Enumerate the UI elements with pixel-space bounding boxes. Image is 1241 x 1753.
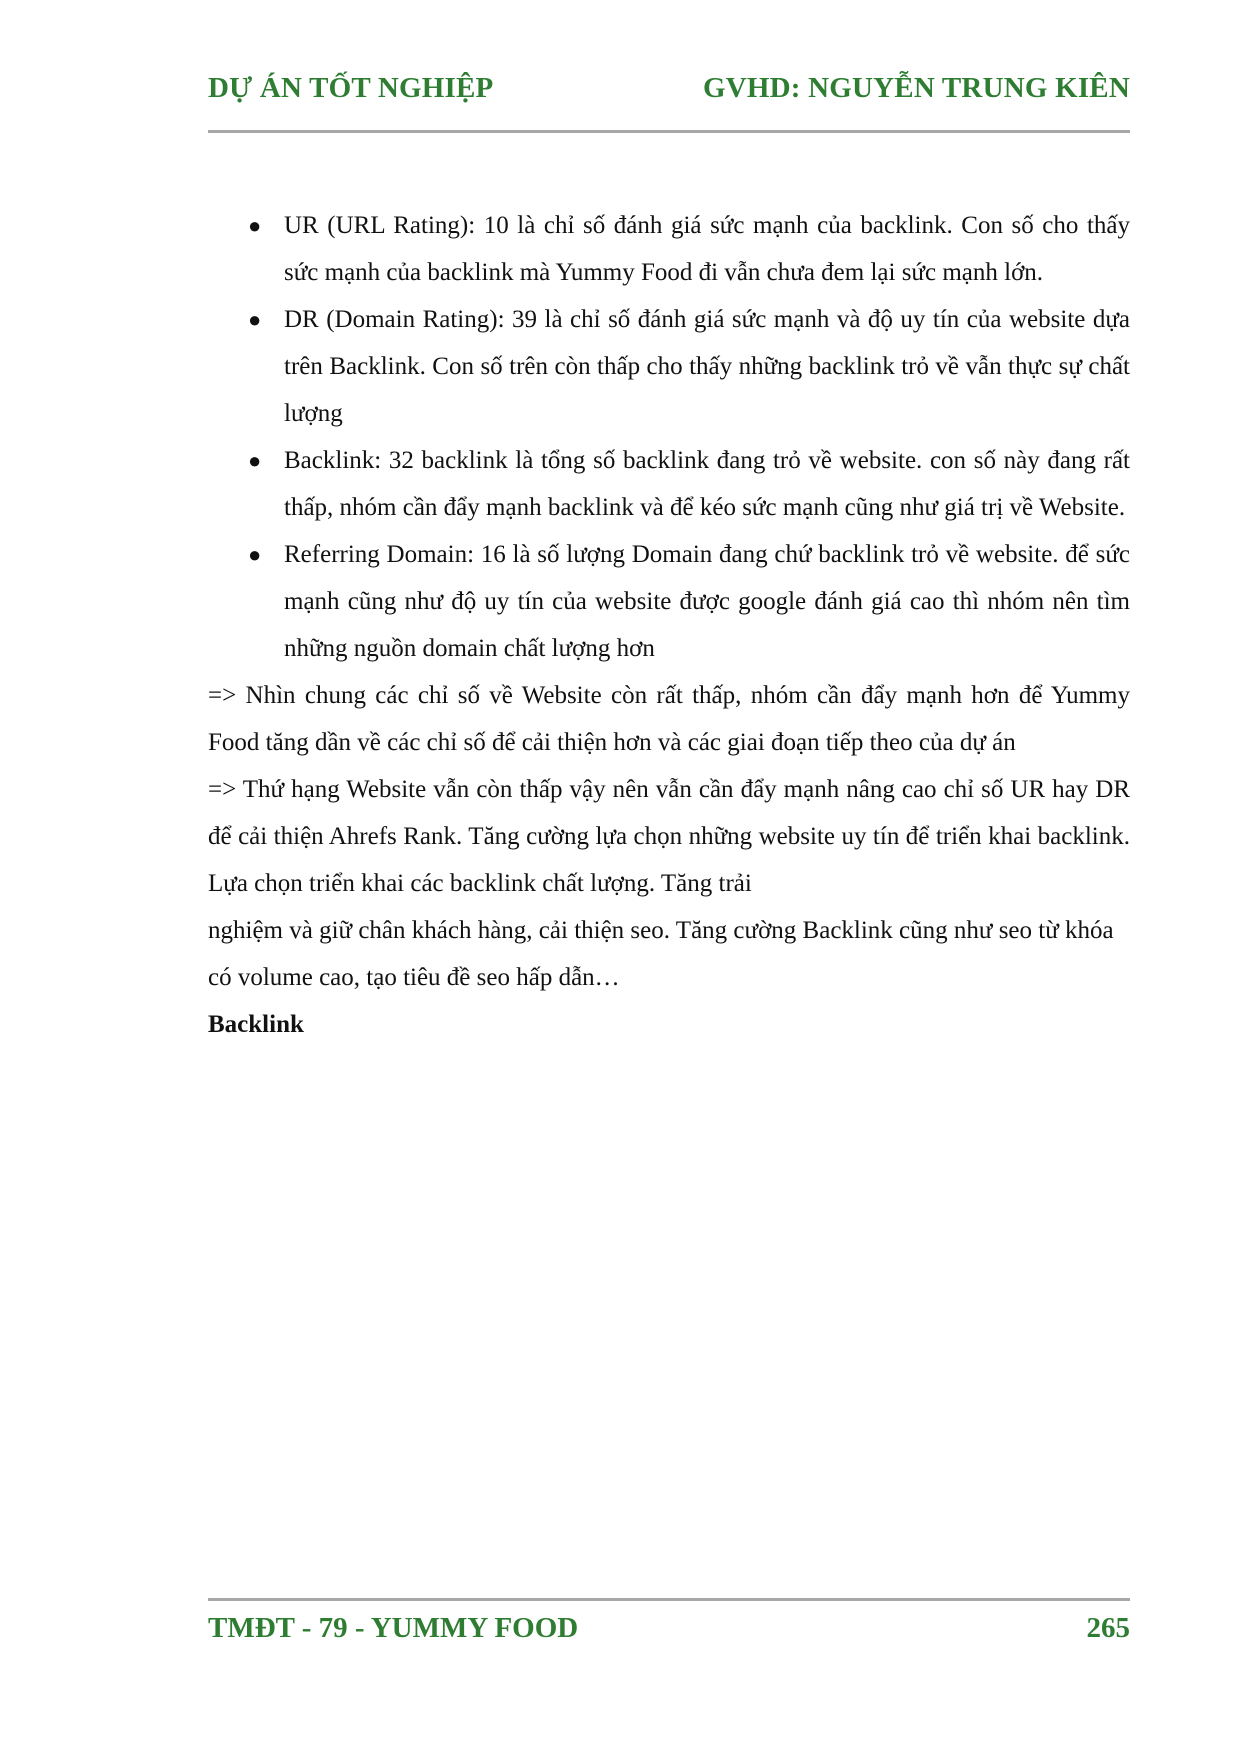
list-item-text: Backlink: 32 backlink là tổng số backlink đang trỏ về website. con số này đang rất thấp, nhóm cần đẩy mạnh backlink và để kéo sức mạnh cũng như giá trị về Website. bbox=[284, 447, 1130, 521]
bullet-dot-icon: ● bbox=[248, 307, 262, 332]
list-item bbox=[208, 296, 1130, 437]
bullet-dot-icon: ● bbox=[248, 213, 262, 238]
section-heading: Backlink bbox=[208, 1011, 304, 1038]
list-item bbox=[208, 531, 1130, 672]
header-supervisor: GVHD: NGUYỄN TRUNG KIÊN bbox=[702, 72, 1130, 104]
list-item bbox=[208, 437, 1130, 531]
page-header bbox=[208, 72, 1130, 112]
list-item-text: UR (URL Rating): 10 là chỉ số đánh giá sức mạnh của backlink. Con số cho thấy sức mạnh của backlink mà Yummy Food đi vẫn chưa đem lại sức mạnh lớn. bbox=[284, 212, 1130, 286]
bullet-dot-icon: ● bbox=[248, 448, 262, 473]
conclusion-paragraph-1: => Nhìn chung các chỉ số về Website còn rất thấp, nhóm cần đẩy mạnh hơn để Yummy Food tăng dần về các chỉ số để cải thiện hơn và các giai đoạn tiếp theo của dự án bbox=[208, 682, 1130, 756]
list-item-text: DR (Domain Rating): 39 là chỉ số đánh giá sức mạnh và độ uy tín của website dựa trên Backlink. Con số trên còn thấp cho thấy những backlink trỏ về vẫn thực sự chất lượng bbox=[284, 306, 1130, 427]
header-project-title: DỰ ÁN TỐT NGHIỆP bbox=[208, 72, 494, 104]
footer-project-name: TMĐT - 79 - YUMMY FOOD bbox=[208, 1612, 579, 1644]
footer-divider bbox=[208, 1598, 1130, 1601]
header-divider bbox=[208, 130, 1130, 133]
page-number: 265 bbox=[1086, 1612, 1130, 1644]
conclusion-paragraph-3: nghiệm và giữ chân khách hàng, cải thiện seo. Tăng cường Backlink cũng như seo từ khóa có volume cao, tạo tiêu đề seo hấp dẫn… bbox=[208, 917, 1114, 991]
conclusion-paragraph-2: => Thứ hạng Website vẫn còn thấp vậy nên vẫn cần đẩy mạnh nâng cao chỉ số UR hay DR để cải thiện Ahrefs Rank. Tăng cường lựa chọn những website uy tín để triển khai backlink. Lựa chọn triển khai các backlink chất lượng. Tăng trải bbox=[208, 776, 1130, 897]
metrics-bullet-list bbox=[208, 202, 1130, 672]
bullet-dot-icon: ● bbox=[248, 542, 262, 567]
list-item bbox=[208, 202, 1130, 296]
page-footer bbox=[208, 1612, 1130, 1652]
page-content bbox=[208, 202, 1130, 1048]
list-item-text: Referring Domain: 16 là số lượng Domain đang chứ backlink trỏ về website. để sức mạnh cũng như độ uy tín của website được google đánh giá cao thì nhóm nên tìm những nguồn domain chất lượng hơn bbox=[284, 541, 1130, 662]
